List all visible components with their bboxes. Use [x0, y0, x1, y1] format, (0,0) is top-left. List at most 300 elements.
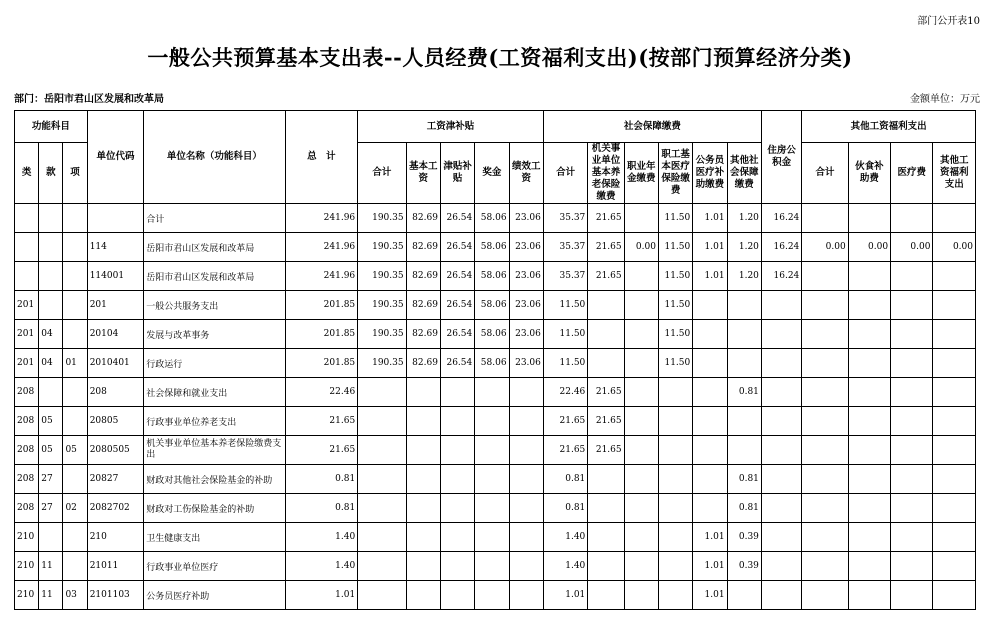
- cell-o-meal: [848, 320, 890, 349]
- cell-w-perf: [509, 436, 543, 465]
- cell-w-sum: 190.35: [358, 204, 406, 233]
- cell-w-sum: [358, 407, 406, 436]
- cell-o-meal: 0.00: [848, 233, 890, 262]
- cell-lei: 201: [15, 349, 39, 378]
- cell-w-basic: 82.69: [406, 320, 440, 349]
- cell-s-annuity: [624, 378, 658, 407]
- cell-o-other: [933, 378, 976, 407]
- cell-s-sum: 35.37: [543, 233, 587, 262]
- cell-w-perf: 23.06: [509, 320, 543, 349]
- cell-housing: [761, 436, 801, 465]
- cell-w-basic: [406, 552, 440, 581]
- cell-w-perf: 23.06: [509, 233, 543, 262]
- cell-s-annuity: [624, 465, 658, 494]
- cell-xiang: [63, 320, 87, 349]
- cell-housing: 16.24: [761, 233, 801, 262]
- cell-s-other: 1.20: [727, 233, 761, 262]
- cell-lei: 208: [15, 494, 39, 523]
- cell-kuan: 11: [39, 581, 63, 610]
- cell-s-civil: 1.01: [693, 552, 727, 581]
- cell-code: 114: [87, 233, 144, 262]
- cell-w-bonus: [475, 523, 509, 552]
- cell-s-other: [727, 349, 761, 378]
- cell-xiang: [63, 407, 87, 436]
- cell-o-sum: [802, 349, 848, 378]
- cell-s-sum: 0.81: [543, 494, 587, 523]
- cell-name: 行政事业单位医疗: [144, 552, 285, 581]
- cell-lei: 210: [15, 552, 39, 581]
- cell-s-pension: [588, 320, 624, 349]
- cell-w-basic: [406, 494, 440, 523]
- header-lei: 类: [15, 143, 39, 204]
- cell-w-sum: 190.35: [358, 233, 406, 262]
- cell-o-sum: [802, 291, 848, 320]
- cell-o-meal: [848, 204, 890, 233]
- cell-name: 机关事业单位基本养老保险缴费支出: [144, 436, 285, 465]
- cell-total: 241.96: [285, 233, 358, 262]
- cell-s-civil: [693, 378, 727, 407]
- cell-o-medfee: [891, 204, 933, 233]
- cell-w-allow: 26.54: [440, 233, 474, 262]
- cell-s-civil: 1.01: [693, 581, 727, 610]
- cell-o-meal: [848, 494, 890, 523]
- cell-s-medical: [658, 552, 692, 581]
- cell-total: 21.65: [285, 407, 358, 436]
- cell-w-bonus: 58.06: [475, 349, 509, 378]
- cell-total: 1.40: [285, 552, 358, 581]
- cell-s-medical: [658, 465, 692, 494]
- cell-total: 201.85: [285, 291, 358, 320]
- cell-s-medical: [658, 523, 692, 552]
- cell-xiang: [63, 465, 87, 494]
- cell-o-sum: [802, 320, 848, 349]
- cell-s-civil: [693, 407, 727, 436]
- table-row: [15, 465, 976, 494]
- cell-s-other: 1.20: [727, 204, 761, 233]
- cell-kuan: [39, 523, 63, 552]
- table-row: [15, 291, 976, 320]
- cell-name: 一般公共服务支出: [144, 291, 285, 320]
- cell-w-bonus: 58.06: [475, 233, 509, 262]
- cell-housing: 16.24: [761, 262, 801, 291]
- cell-s-pension: [588, 291, 624, 320]
- cell-s-other: 0.81: [727, 378, 761, 407]
- cell-s-pension: [588, 349, 624, 378]
- cell-name: 公务员医疗补助: [144, 581, 285, 610]
- cell-w-allow: 26.54: [440, 349, 474, 378]
- header-pension: 机关事业单位基本养老保险缴费: [588, 143, 624, 204]
- cell-w-sum: [358, 378, 406, 407]
- cell-code: 2080505: [87, 436, 144, 465]
- cell-s-other: 1.20: [727, 262, 761, 291]
- cell-code: 208: [87, 378, 144, 407]
- cell-s-medical: [658, 436, 692, 465]
- cell-o-meal: [848, 378, 890, 407]
- cell-xiang: 02: [63, 494, 87, 523]
- cell-w-sum: [358, 494, 406, 523]
- cell-s-other: 0.39: [727, 523, 761, 552]
- table-row: [15, 378, 976, 407]
- cell-kuan: 27: [39, 465, 63, 494]
- cell-o-medfee: [891, 320, 933, 349]
- cell-o-sum: [802, 465, 848, 494]
- cell-s-medical: 11.50: [658, 204, 692, 233]
- cell-code: 201: [87, 291, 144, 320]
- cell-s-other: 0.39: [727, 552, 761, 581]
- cell-w-basic: [406, 465, 440, 494]
- cell-s-medical: 11.50: [658, 320, 692, 349]
- cell-s-civil: 1.01: [693, 233, 727, 262]
- cell-w-basic: [406, 436, 440, 465]
- cell-o-sum: [802, 407, 848, 436]
- cell-total: 0.81: [285, 494, 358, 523]
- cell-s-annuity: [624, 552, 658, 581]
- header-meal: 伙食补助费: [848, 143, 890, 204]
- cell-s-pension: 21.65: [588, 407, 624, 436]
- table-row: [15, 407, 976, 436]
- cell-s-sum: 35.37: [543, 204, 587, 233]
- cell-housing: [761, 291, 801, 320]
- cell-s-annuity: [624, 581, 658, 610]
- cell-total: 201.85: [285, 349, 358, 378]
- table-row: [15, 436, 976, 465]
- cell-s-pension: [588, 494, 624, 523]
- cell-name: 财政对其他社会保险基金的补助: [144, 465, 285, 494]
- cell-kuan: 05: [39, 407, 63, 436]
- cell-kuan: 11: [39, 552, 63, 581]
- cell-name: 岳阳市君山区发展和改革局: [144, 233, 285, 262]
- cell-kuan: [39, 291, 63, 320]
- cell-s-pension: 21.65: [588, 436, 624, 465]
- cell-w-bonus: [475, 552, 509, 581]
- cell-s-medical: [658, 581, 692, 610]
- cell-xiang: [63, 262, 87, 291]
- cell-code: 20805: [87, 407, 144, 436]
- cell-s-sum: 0.81: [543, 465, 587, 494]
- cell-w-allow: [440, 581, 474, 610]
- amount-unit-label: 金额单位：万元: [910, 94, 980, 105]
- cell-xiang: 01: [63, 349, 87, 378]
- cell-s-annuity: 0.00: [624, 233, 658, 262]
- cell-o-other: [933, 262, 976, 291]
- cell-w-perf: [509, 581, 543, 610]
- cell-code: 114001: [87, 262, 144, 291]
- cell-o-medfee: [891, 349, 933, 378]
- cell-lei: [15, 233, 39, 262]
- cell-lei: [15, 204, 39, 233]
- cell-s-other: [727, 407, 761, 436]
- cell-o-medfee: [891, 262, 933, 291]
- cell-xiang: 03: [63, 581, 87, 610]
- cell-name: 岳阳市君山区发展和改革局: [144, 262, 285, 291]
- cell-s-medical: [658, 494, 692, 523]
- cell-o-medfee: [891, 494, 933, 523]
- cell-w-allow: 26.54: [440, 262, 474, 291]
- cell-w-basic: [406, 407, 440, 436]
- table-row: [15, 581, 976, 610]
- cell-lei: 208: [15, 436, 39, 465]
- cell-lei: 208: [15, 407, 39, 436]
- cell-s-sum: 21.65: [543, 436, 587, 465]
- cell-w-basic: 82.69: [406, 349, 440, 378]
- cell-w-bonus: [475, 407, 509, 436]
- cell-kuan: 04: [39, 349, 63, 378]
- cell-s-annuity: [624, 436, 658, 465]
- table-body: [15, 204, 976, 610]
- header-social-group: 社会保障缴费: [543, 111, 761, 143]
- cell-w-bonus: 58.06: [475, 262, 509, 291]
- cell-s-annuity: [624, 291, 658, 320]
- cell-o-sum: [802, 378, 848, 407]
- cell-s-sum: 1.40: [543, 552, 587, 581]
- header-other-wage: 其他工资福利支出: [933, 143, 976, 204]
- table-row: [15, 204, 976, 233]
- cell-w-sum: [358, 523, 406, 552]
- cell-w-allow: [440, 378, 474, 407]
- cell-s-civil: [693, 465, 727, 494]
- cell-w-sum: 190.35: [358, 320, 406, 349]
- cell-w-perf: [509, 494, 543, 523]
- header-housing: 住房公积金: [761, 111, 801, 204]
- cell-s-civil: [693, 320, 727, 349]
- cell-o-medfee: [891, 407, 933, 436]
- cell-o-medfee: [891, 581, 933, 610]
- cell-kuan: 05: [39, 436, 63, 465]
- cell-total: 1.01: [285, 581, 358, 610]
- cell-lei: 210: [15, 523, 39, 552]
- cell-w-sum: 190.35: [358, 262, 406, 291]
- cell-total: 0.81: [285, 465, 358, 494]
- header-other-sum: 合计: [802, 143, 848, 204]
- cell-w-allow: 26.54: [440, 291, 474, 320]
- cell-lei: 208: [15, 378, 39, 407]
- cell-xiang: [63, 204, 87, 233]
- cell-w-perf: [509, 407, 543, 436]
- header-allowance: 津贴补贴: [440, 143, 474, 204]
- page-title: 一般公共预算基本支出表--人员经费(工资福利支出)(按部门预算经济分类): [147, 45, 853, 70]
- cell-xiang: [63, 378, 87, 407]
- cell-lei: 201: [15, 291, 39, 320]
- cell-housing: [761, 378, 801, 407]
- cell-w-allow: [440, 465, 474, 494]
- cell-s-civil: [693, 291, 727, 320]
- cell-w-perf: [509, 552, 543, 581]
- cell-w-bonus: [475, 436, 509, 465]
- cell-s-sum: 35.37: [543, 262, 587, 291]
- cell-o-sum: [802, 262, 848, 291]
- cell-o-medfee: [891, 552, 933, 581]
- cell-s-sum: 11.50: [543, 320, 587, 349]
- cell-kuan: [39, 378, 63, 407]
- cell-name: 社会保障和就业支出: [144, 378, 285, 407]
- cell-total: 241.96: [285, 262, 358, 291]
- table-row: [15, 320, 976, 349]
- cell-s-other: [727, 320, 761, 349]
- cell-total: 1.40: [285, 523, 358, 552]
- cell-s-other: 0.81: [727, 465, 761, 494]
- cell-o-other: [933, 349, 976, 378]
- cell-o-sum: [802, 436, 848, 465]
- cell-s-civil: 1.01: [693, 523, 727, 552]
- cell-kuan: 27: [39, 494, 63, 523]
- cell-housing: [761, 465, 801, 494]
- cell-lei: 210: [15, 581, 39, 610]
- header-bonus: 奖金: [475, 143, 509, 204]
- cell-s-medical: 11.50: [658, 233, 692, 262]
- cell-code: [87, 204, 144, 233]
- cell-code: 20104: [87, 320, 144, 349]
- cell-name: 行政运行: [144, 349, 285, 378]
- cell-o-meal: [848, 552, 890, 581]
- cell-s-civil: 1.01: [693, 262, 727, 291]
- cell-xiang: [63, 233, 87, 262]
- cell-w-allow: [440, 552, 474, 581]
- header-func-subject: 功能科目: [15, 111, 88, 143]
- table-row: [15, 494, 976, 523]
- cell-s-sum: 1.40: [543, 523, 587, 552]
- cell-kuan: [39, 262, 63, 291]
- cell-lei: 201: [15, 320, 39, 349]
- cell-w-bonus: [475, 581, 509, 610]
- cell-w-sum: [358, 465, 406, 494]
- budget-table: [14, 110, 976, 610]
- cell-xiang: [63, 552, 87, 581]
- cell-w-basic: [406, 581, 440, 610]
- cell-w-sum: [358, 436, 406, 465]
- cell-w-bonus: 58.06: [475, 320, 509, 349]
- cell-housing: [761, 349, 801, 378]
- cell-w-perf: [509, 523, 543, 552]
- header-total: 总 计: [285, 111, 358, 204]
- cell-o-other: [933, 291, 976, 320]
- cell-o-other: [933, 320, 976, 349]
- cell-s-pension: [588, 552, 624, 581]
- header-social-sum: 合计: [543, 143, 587, 204]
- cell-total: 201.85: [285, 320, 358, 349]
- cell-s-pension: 21.65: [588, 233, 624, 262]
- cell-s-annuity: [624, 204, 658, 233]
- cell-w-perf: 23.06: [509, 262, 543, 291]
- cell-code: 2101103: [87, 581, 144, 610]
- header-medical: 职工基本医疗保险缴费: [658, 143, 692, 204]
- cell-w-basic: 82.69: [406, 204, 440, 233]
- header-wage-group: 工资津补贴: [358, 111, 544, 143]
- cell-total: 241.96: [285, 204, 358, 233]
- cell-kuan: [39, 204, 63, 233]
- cell-o-meal: [848, 349, 890, 378]
- cell-o-sum: [802, 523, 848, 552]
- cell-o-medfee: [891, 465, 933, 494]
- cell-w-basic: 82.69: [406, 291, 440, 320]
- cell-s-medical: 11.50: [658, 262, 692, 291]
- cell-w-perf: [509, 378, 543, 407]
- cell-w-basic: [406, 523, 440, 552]
- cell-w-bonus: [475, 378, 509, 407]
- cell-s-civil: [693, 349, 727, 378]
- cell-o-other: [933, 581, 976, 610]
- cell-total: 22.46: [285, 378, 358, 407]
- header-xiang: 项: [63, 143, 87, 204]
- cell-s-annuity: [624, 407, 658, 436]
- cell-w-sum: 190.35: [358, 349, 406, 378]
- cell-lei: [15, 262, 39, 291]
- cell-kuan: 04: [39, 320, 63, 349]
- cell-code: 2010401: [87, 349, 144, 378]
- header-basic-wage: 基本工资: [406, 143, 440, 204]
- cell-name: 财政对工伤保险基金的补助: [144, 494, 285, 523]
- cell-w-perf: [509, 465, 543, 494]
- cell-o-medfee: [891, 436, 933, 465]
- table-row: [15, 552, 976, 581]
- cell-w-basic: 82.69: [406, 233, 440, 262]
- cell-s-medical: 11.50: [658, 291, 692, 320]
- cell-o-sum: [802, 552, 848, 581]
- cell-housing: [761, 407, 801, 436]
- cell-s-pension: [588, 523, 624, 552]
- cell-w-basic: 82.69: [406, 262, 440, 291]
- cell-o-medfee: [891, 291, 933, 320]
- cell-s-annuity: [624, 349, 658, 378]
- cell-lei: 208: [15, 465, 39, 494]
- cell-s-annuity: [624, 262, 658, 291]
- table-row: [15, 233, 976, 262]
- cell-s-medical: 11.50: [658, 349, 692, 378]
- cell-o-other: [933, 465, 976, 494]
- cell-w-bonus: 58.06: [475, 204, 509, 233]
- header-kuan: 款: [39, 143, 63, 204]
- cell-o-other: [933, 552, 976, 581]
- header-medical-fee: 医疗费: [891, 143, 933, 204]
- cell-s-sum: 21.65: [543, 407, 587, 436]
- cell-s-annuity: [624, 523, 658, 552]
- cell-housing: [761, 494, 801, 523]
- table-row: [15, 349, 976, 378]
- cell-housing: [761, 552, 801, 581]
- cell-xiang: 05: [63, 436, 87, 465]
- table-row: [15, 262, 976, 291]
- cell-w-allow: [440, 494, 474, 523]
- cell-s-pension: [588, 465, 624, 494]
- cell-w-allow: [440, 523, 474, 552]
- cell-code: 20827: [87, 465, 144, 494]
- cell-s-medical: [658, 407, 692, 436]
- cell-housing: [761, 581, 801, 610]
- cell-s-pension: 21.65: [588, 262, 624, 291]
- cell-w-sum: 190.35: [358, 291, 406, 320]
- cell-o-other: [933, 436, 976, 465]
- cell-name: 发展与改革事务: [144, 320, 285, 349]
- cell-w-perf: 23.06: [509, 349, 543, 378]
- cell-housing: 16.24: [761, 204, 801, 233]
- cell-w-perf: 23.06: [509, 291, 543, 320]
- header-other-group: 其他工资福利支出: [802, 111, 976, 143]
- header-perf-wage: 绩效工资: [509, 143, 543, 204]
- cell-code: 21011: [87, 552, 144, 581]
- header-other-social: 其他社会保障缴费: [727, 143, 761, 204]
- cell-o-sum: 0.00: [802, 233, 848, 262]
- cell-s-sum: 1.01: [543, 581, 587, 610]
- cell-w-allow: [440, 436, 474, 465]
- cell-s-civil: [693, 436, 727, 465]
- cell-xiang: [63, 523, 87, 552]
- header-unit-name: 单位名称（功能科目）: [144, 111, 285, 204]
- cell-s-pension: 21.65: [588, 378, 624, 407]
- cell-o-sum: [802, 494, 848, 523]
- cell-o-sum: [802, 204, 848, 233]
- cell-name: 合计: [144, 204, 285, 233]
- cell-o-other: [933, 204, 976, 233]
- cell-s-pension: [588, 581, 624, 610]
